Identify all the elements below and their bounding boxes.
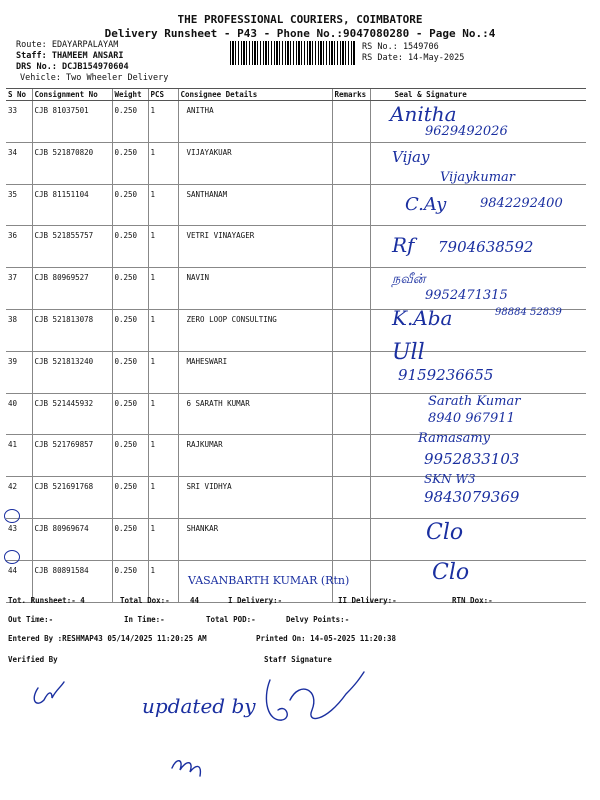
- consignment-no: CJB 521813078: [32, 309, 112, 351]
- ii-delivery: II Delivery:-: [338, 596, 397, 605]
- consignment-no: CJB 521445932: [32, 393, 112, 435]
- consignee: ANITHA: [178, 101, 332, 143]
- phone-36: 7904638592: [438, 238, 534, 256]
- consignee: MAHESWARI: [178, 351, 332, 393]
- pcs: 1: [148, 477, 178, 519]
- phone-33: 9629492026: [425, 124, 508, 139]
- circle-mark-44: [4, 550, 20, 564]
- route-label: Route: EDAYARPALAYAM: [16, 40, 119, 50]
- weight: 0.250: [112, 309, 148, 351]
- pcs: 1: [148, 142, 178, 184]
- signature-35: C.Ay: [405, 194, 447, 215]
- weight: 0.250: [112, 184, 148, 226]
- weight: 0.250: [112, 560, 148, 602]
- pcs: 1: [148, 268, 178, 310]
- sno: 33: [6, 101, 32, 143]
- phone-37: 9952471315: [425, 288, 508, 303]
- i-delivery: I Delivery:-: [228, 596, 283, 605]
- signature-33: Anitha: [390, 102, 457, 126]
- phone-39: 9159236655: [398, 366, 494, 384]
- consignment-no: CJB 80969674: [32, 518, 112, 560]
- weight: 0.250: [112, 393, 148, 435]
- consignment-no: CJB 521769857: [32, 435, 112, 477]
- sno: 43: [6, 518, 32, 560]
- consignee: RAJKUMAR: [178, 435, 332, 477]
- rtn-dox: RTN Dox:-: [452, 596, 493, 605]
- consignee: VIJAYAKUAR: [178, 142, 332, 184]
- barcode: [230, 41, 355, 65]
- runsheet-table: [6, 88, 586, 603]
- footer-signature-strokes: [0, 660, 600, 800]
- col-consignee: Consignee Details: [178, 89, 332, 101]
- rs-no: RS No.: 1549706: [362, 42, 439, 52]
- consignee: NAVIN: [178, 268, 332, 310]
- updated-by-note: updated by: [142, 694, 256, 718]
- phone-40: 8940 967911: [428, 411, 515, 426]
- pcs: 1: [148, 393, 178, 435]
- vehicle-label: Vehicle: Two Wheeler Delivery: [20, 73, 169, 83]
- consignee: VETRI VINAYAGER: [178, 226, 332, 268]
- remarks: [332, 226, 370, 268]
- consignment-no: CJB 80969527: [32, 268, 112, 310]
- circle-mark-43: [4, 509, 20, 523]
- phone-42: 9843079369: [424, 488, 520, 506]
- sno: 44: [6, 560, 32, 602]
- consignee: 6 SARATH KUMAR: [178, 393, 332, 435]
- table-header: [6, 89, 586, 101]
- pcs: 1: [148, 309, 178, 351]
- col-remarks: Remarks: [332, 89, 370, 101]
- weight: 0.250: [112, 351, 148, 393]
- entered-by: Entered By :RESHMAP43 05/14/2025 11:20:25 AM: [8, 634, 207, 643]
- sno: 40: [6, 393, 32, 435]
- col-consignment: Consignment No: [32, 89, 112, 101]
- total-dox-label: Total Dox:-: [120, 596, 170, 605]
- pcs: 1: [148, 351, 178, 393]
- consignee: ZERO LOOP CONSULTING: [178, 309, 332, 351]
- pcs: 1: [148, 101, 178, 143]
- signature-41: Ramasamy: [418, 431, 491, 446]
- remarks: [332, 477, 370, 519]
- consignment-no: CJB 81037501: [32, 101, 112, 143]
- verified-by: Verified By: [8, 655, 58, 664]
- consignment-no: CJB 80891584: [32, 560, 112, 602]
- remarks: [332, 309, 370, 351]
- weight: 0.250: [112, 142, 148, 184]
- sno: 37: [6, 268, 32, 310]
- delvy-points: Delvy Points:-: [286, 615, 350, 624]
- runsheet-title: Delivery Runsheet - P43 - Phone No.:9047080280 - Page No.:4: [104, 27, 496, 40]
- col-weight: Weight: [112, 89, 148, 101]
- drs-label: DRS No.: DCJB154970604: [16, 62, 129, 72]
- table-row: [6, 351, 586, 393]
- consignment-no: CJB 81151104: [32, 184, 112, 226]
- staff-signature-label: Staff Signature: [264, 655, 332, 664]
- sno: 36: [6, 226, 32, 268]
- total-dox-value: 44: [190, 596, 200, 605]
- in-time: In Time:-: [124, 615, 165, 624]
- signature-37: நவீன்: [392, 272, 426, 287]
- printed-on: Printed On: 14-05-2025 11:20:38: [256, 634, 396, 643]
- signature-40: Sarath Kumar: [428, 394, 521, 409]
- sno: 39: [6, 351, 32, 393]
- signature-43: Clo: [426, 520, 464, 545]
- signature-34: Vijay: [392, 148, 430, 166]
- phone-38: 98884 52839: [495, 307, 562, 318]
- remarks: [332, 518, 370, 560]
- col-signature: Seal & Signature: [370, 89, 586, 101]
- return-note: VASANBARTH KUMAR (Rtn): [188, 574, 350, 587]
- phone-41: 9952833103: [424, 450, 520, 468]
- consignment-no: CJB 521855757: [32, 226, 112, 268]
- weight: 0.250: [112, 226, 148, 268]
- signature-42: SKN W3: [424, 472, 476, 486]
- total-pod: Total POD:-: [206, 615, 256, 624]
- weight: 0.250: [112, 101, 148, 143]
- consignee: SRI VIDHYA: [178, 477, 332, 519]
- phone-34: Vijaykumar: [440, 170, 515, 185]
- sno: 42: [6, 477, 32, 519]
- signature-36: Rf: [392, 233, 415, 257]
- phone-35: 9842292400: [480, 196, 563, 211]
- consignment-no: CJB 521813240: [32, 351, 112, 393]
- remarks: [332, 184, 370, 226]
- weight: 0.250: [112, 268, 148, 310]
- remarks: [332, 101, 370, 143]
- pcs: 1: [148, 226, 178, 268]
- sno: 34: [6, 142, 32, 184]
- consignee: SHANKAR: [178, 518, 332, 560]
- signature-cell: [370, 518, 586, 560]
- weight: 0.250: [112, 477, 148, 519]
- weight: 0.250: [112, 435, 148, 477]
- tot-runsheet: Tot. Runsheet:- 4: [8, 596, 85, 605]
- sno: 35: [6, 184, 32, 226]
- pcs: 1: [148, 518, 178, 560]
- col-sno: S No: [6, 89, 32, 101]
- consignment-no: CJB 521870820: [32, 142, 112, 184]
- remarks: [332, 351, 370, 393]
- rs-date: RS Date: 14-May-2025: [362, 53, 465, 63]
- signature-38: K.Aba: [392, 306, 453, 330]
- sno: 41: [6, 435, 32, 477]
- sno: 38: [6, 309, 32, 351]
- pcs: 1: [148, 184, 178, 226]
- pcs: 1: [148, 435, 178, 477]
- pcs: 1: [148, 560, 178, 602]
- remarks: [332, 142, 370, 184]
- company-title: THE PROFESSIONAL COURIERS, COIMBATORE: [177, 13, 423, 26]
- remarks: [332, 393, 370, 435]
- signature-39: Ull: [392, 340, 425, 365]
- table-row: [6, 518, 586, 560]
- consignee: SANTHANAM: [178, 184, 332, 226]
- remarks: [332, 268, 370, 310]
- col-pcs: PCS: [148, 89, 178, 101]
- weight: 0.250: [112, 518, 148, 560]
- remarks: [332, 435, 370, 477]
- staff-label: Staff: THAMEEM ANSARI: [16, 51, 124, 61]
- consignment-no: CJB 521691768: [32, 477, 112, 519]
- signature-44: Clo: [432, 560, 470, 585]
- out-time: Out Time:-: [8, 615, 54, 624]
